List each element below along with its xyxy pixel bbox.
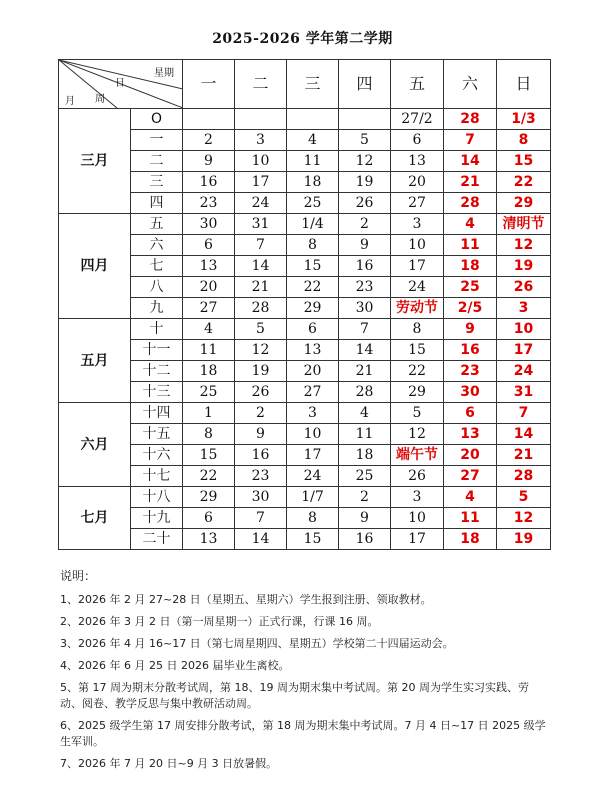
day-cell: 6: [391, 130, 444, 151]
day-header-mon: 一: [183, 60, 235, 109]
day-cell: [235, 109, 287, 130]
day-cell: 20: [391, 172, 444, 193]
holiday-cell: 劳动节: [391, 298, 444, 319]
month-label: 六月: [59, 403, 131, 487]
day-cell: 13: [183, 529, 235, 550]
week-row: [59, 130, 551, 151]
day-cell: 10: [391, 235, 444, 256]
day-cell: 17: [391, 256, 444, 277]
notes-heading: 说明：: [60, 569, 97, 583]
week-number: O: [131, 109, 183, 130]
weekend-day-cell: 7: [497, 403, 551, 424]
week-number: 四: [131, 193, 183, 214]
corner-label-ri: 日: [115, 78, 125, 89]
day-cell: 18: [183, 361, 235, 382]
day-cell: 2: [183, 130, 235, 151]
day-cell: 12: [339, 151, 391, 172]
weekend-day-cell: 4: [444, 214, 497, 235]
month-label: 五月: [59, 319, 131, 403]
weekend-day-cell: 28: [444, 109, 497, 130]
corner-cell: [59, 60, 183, 109]
weekend-day-cell: 18: [444, 529, 497, 550]
day-cell: 25: [339, 466, 391, 487]
weekend-day-cell: 1/3: [497, 109, 551, 130]
day-cell: 7: [235, 235, 287, 256]
day-cell: 26: [235, 382, 287, 403]
weekend-day-cell: 9: [444, 319, 497, 340]
weekend-day-cell: 27: [444, 466, 497, 487]
weekend-day-cell: 21: [497, 445, 551, 466]
day-cell: 13: [183, 256, 235, 277]
weekend-day-cell: 4: [444, 487, 497, 508]
week-row: [59, 319, 551, 340]
day-cell: 23: [339, 277, 391, 298]
weekend-day-cell: 28: [497, 466, 551, 487]
day-cell: 7: [235, 508, 287, 529]
week-row: [59, 214, 551, 235]
month-label: 三月: [59, 109, 131, 214]
day-cell: 26: [339, 193, 391, 214]
day-cell: 9: [339, 508, 391, 529]
weekend-day-cell: 24: [497, 361, 551, 382]
day-cell: 27: [391, 193, 444, 214]
week-number: 十二: [131, 361, 183, 382]
day-cell: 1: [183, 403, 235, 424]
week-number: 六: [131, 235, 183, 256]
day-cell: [183, 109, 235, 130]
weekend-day-cell: 14: [444, 151, 497, 172]
day-cell: 17: [235, 172, 287, 193]
day-cell: 7: [339, 319, 391, 340]
weekend-day-cell: 11: [444, 235, 497, 256]
day-header-thu: 四: [339, 60, 391, 109]
day-cell: 8: [183, 424, 235, 445]
day-cell: 19: [235, 361, 287, 382]
day-cell: 8: [391, 319, 444, 340]
day-cell: 30: [339, 298, 391, 319]
note-item: 2、2026 年 3 月 2 日（第一周星期一）正式行课，行课 16 周。: [60, 615, 379, 628]
day-cell: 15: [391, 340, 444, 361]
day-cell: 10: [391, 508, 444, 529]
day-cell: 16: [339, 256, 391, 277]
note-item: 4、2026 年 6 月 25 日 2026 届毕业生离校。: [60, 659, 290, 672]
day-cell: 13: [287, 340, 339, 361]
day-cell: 31: [235, 214, 287, 235]
week-row: [59, 235, 551, 256]
weekend-day-cell: 7: [444, 130, 497, 151]
day-cell: 24: [235, 193, 287, 214]
weekend-day-cell: 20: [444, 445, 497, 466]
weekend-day-cell: 30: [444, 382, 497, 403]
day-cell: 9: [339, 235, 391, 256]
day-cell: 5: [235, 319, 287, 340]
day-cell: 6: [183, 235, 235, 256]
weekend-day-cell: 6: [444, 403, 497, 424]
week-number: 八: [131, 277, 183, 298]
day-cell: 21: [235, 277, 287, 298]
weekend-day-cell: 8: [497, 130, 551, 151]
day-cell: 4: [287, 130, 339, 151]
day-cell: 2: [339, 487, 391, 508]
day-cell: 23: [183, 193, 235, 214]
day-cell: 12: [391, 424, 444, 445]
day-cell: 16: [339, 529, 391, 550]
weekend-day-cell: 31: [497, 382, 551, 403]
day-header-tue: 二: [235, 60, 287, 109]
week-number: 二十: [131, 529, 183, 550]
day-cell: 13: [391, 151, 444, 172]
day-cell: 20: [287, 361, 339, 382]
week-row: [59, 193, 551, 214]
day-cell: 17: [391, 529, 444, 550]
day-cell: 27: [287, 382, 339, 403]
day-cell: 18: [287, 172, 339, 193]
holiday-cell: 清明节: [497, 214, 551, 235]
day-cell: 10: [235, 151, 287, 172]
week-number: 二: [131, 151, 183, 172]
day-cell: 3: [235, 130, 287, 151]
week-number: 十七: [131, 466, 183, 487]
weekend-day-cell: 3: [497, 298, 551, 319]
month-label: 四月: [59, 214, 131, 319]
day-cell: 22: [287, 277, 339, 298]
week-number: 十六: [131, 445, 183, 466]
week-row: [59, 277, 551, 298]
day-cell: 29: [183, 487, 235, 508]
weekend-day-cell: 12: [497, 235, 551, 256]
week-row: [59, 256, 551, 277]
notes-section: [60, 568, 550, 778]
weekend-day-cell: 21: [444, 172, 497, 193]
day-cell: 27/2: [391, 109, 444, 130]
weekend-day-cell: 17: [497, 340, 551, 361]
day-cell: 29: [287, 298, 339, 319]
week-number: 十: [131, 319, 183, 340]
weekend-day-cell: 10: [497, 319, 551, 340]
weekend-day-cell: 29: [497, 193, 551, 214]
day-cell: 11: [287, 151, 339, 172]
holiday-cell: 端午节: [391, 445, 444, 466]
day-cell: 20: [183, 277, 235, 298]
day-cell: 2: [339, 214, 391, 235]
header-row: [59, 60, 551, 109]
week-row: [59, 403, 551, 424]
week-row: [59, 109, 551, 130]
note-item: 1、2026 年 2 月 27~28 日（星期五、星期六）学生报到注册、领取教材。: [60, 593, 432, 606]
week-row: [59, 361, 551, 382]
day-cell: 30: [183, 214, 235, 235]
week-number: 七: [131, 256, 183, 277]
day-cell: [287, 109, 339, 130]
day-cell: 10: [287, 424, 339, 445]
day-cell: 6: [287, 319, 339, 340]
page-title: 2025-2026 学年第二学期: [212, 31, 393, 47]
weekend-day-cell: 15: [497, 151, 551, 172]
weekend-day-cell: 14: [497, 424, 551, 445]
day-cell: 9: [183, 151, 235, 172]
day-cell: 27: [183, 298, 235, 319]
day-cell: 14: [235, 256, 287, 277]
day-cell: 30: [235, 487, 287, 508]
note-item: 3、2026 年 4 月 16~17 日（第七周星期四、星期五）学校第二十四届运动会。: [60, 637, 454, 650]
week-row: [59, 172, 551, 193]
weekend-day-cell: 23: [444, 361, 497, 382]
week-row: [59, 151, 551, 172]
day-cell: 4: [183, 319, 235, 340]
day-cell: 8: [287, 508, 339, 529]
day-cell: 1/7: [287, 487, 339, 508]
day-cell: 16: [235, 445, 287, 466]
day-cell: [339, 109, 391, 130]
weekend-day-cell: 13: [444, 424, 497, 445]
day-cell: 14: [235, 529, 287, 550]
corner-label-zhou: 周: [95, 94, 105, 105]
week-row: [59, 298, 551, 319]
day-cell: 11: [183, 340, 235, 361]
day-cell: 1/4: [287, 214, 339, 235]
day-header-sun: 日: [497, 60, 551, 109]
day-cell: 15: [183, 445, 235, 466]
note-item: 6、2025 级学生第 17 周安排分散考试，第 18 周为期末集中考试周。7 月 4 日~17 日 2025 级学生军训。: [60, 719, 546, 748]
day-cell: 14: [339, 340, 391, 361]
week-number: 十四: [131, 403, 183, 424]
week-row: [59, 340, 551, 361]
day-cell: 11: [339, 424, 391, 445]
day-cell: 25: [183, 382, 235, 403]
day-cell: 3: [391, 487, 444, 508]
day-cell: 23: [235, 466, 287, 487]
weekend-day-cell: 2/5: [444, 298, 497, 319]
day-cell: 22: [183, 466, 235, 487]
day-cell: 2: [235, 403, 287, 424]
corner-label-xingqi: 星期: [154, 68, 174, 79]
weekend-day-cell: 19: [497, 529, 551, 550]
day-cell: 28: [339, 382, 391, 403]
weekend-day-cell: 22: [497, 172, 551, 193]
weekend-day-cell: 19: [497, 256, 551, 277]
week-number: 九: [131, 298, 183, 319]
weekend-day-cell: 26: [497, 277, 551, 298]
day-cell: 15: [287, 529, 339, 550]
week-number: 十八: [131, 487, 183, 508]
week-number: 十五: [131, 424, 183, 445]
day-cell: 19: [339, 172, 391, 193]
day-cell: 8: [287, 235, 339, 256]
day-cell: 21: [339, 361, 391, 382]
day-header-sat: 六: [444, 60, 497, 109]
day-cell: 26: [391, 466, 444, 487]
day-cell: 25: [287, 193, 339, 214]
week-row: [59, 508, 551, 529]
day-cell: 3: [391, 214, 444, 235]
day-header-fri: 五: [391, 60, 444, 109]
week-row: [59, 487, 551, 508]
week-number: 一: [131, 130, 183, 151]
week-number: 三: [131, 172, 183, 193]
week-number: 十一: [131, 340, 183, 361]
day-cell: 4: [339, 403, 391, 424]
calendar-table: [58, 59, 551, 550]
month-label: 七月: [59, 487, 131, 550]
week-number: 十三: [131, 382, 183, 403]
day-cell: 3: [287, 403, 339, 424]
day-cell: 5: [339, 130, 391, 151]
day-cell: 22: [391, 361, 444, 382]
corner-label-yue: 月: [65, 96, 75, 107]
day-cell: 18: [339, 445, 391, 466]
day-cell: 29: [391, 382, 444, 403]
week-row: [59, 424, 551, 445]
day-cell: 17: [287, 445, 339, 466]
note-item: 5、第 17 周为期末分散考试周，第 18、19 周为期末集中考试周。第 20 周为学生实习实践、劳动、阅卷、教学反思与集中教研活动周。: [60, 681, 529, 710]
weekend-day-cell: 25: [444, 277, 497, 298]
weekend-day-cell: 11: [444, 508, 497, 529]
week-row: [59, 529, 551, 550]
week-row: [59, 466, 551, 487]
weekend-day-cell: 5: [497, 487, 551, 508]
day-cell: 12: [235, 340, 287, 361]
day-cell: 16: [183, 172, 235, 193]
week-number: 五: [131, 214, 183, 235]
weekend-day-cell: 28: [444, 193, 497, 214]
day-cell: 15: [287, 256, 339, 277]
week-number: 十九: [131, 508, 183, 529]
week-row: [59, 382, 551, 403]
note-item: 7、2026 年 7 月 20 日~9 月 3 日放暑假。: [60, 757, 278, 770]
weekend-day-cell: 18: [444, 256, 497, 277]
day-cell: 5: [391, 403, 444, 424]
day-header-wed: 三: [287, 60, 339, 109]
day-cell: 24: [391, 277, 444, 298]
day-cell: 9: [235, 424, 287, 445]
day-cell: 24: [287, 466, 339, 487]
day-cell: 6: [183, 508, 235, 529]
day-cell: 28: [235, 298, 287, 319]
weekend-day-cell: 16: [444, 340, 497, 361]
weekend-day-cell: 12: [497, 508, 551, 529]
week-row: [59, 445, 551, 466]
